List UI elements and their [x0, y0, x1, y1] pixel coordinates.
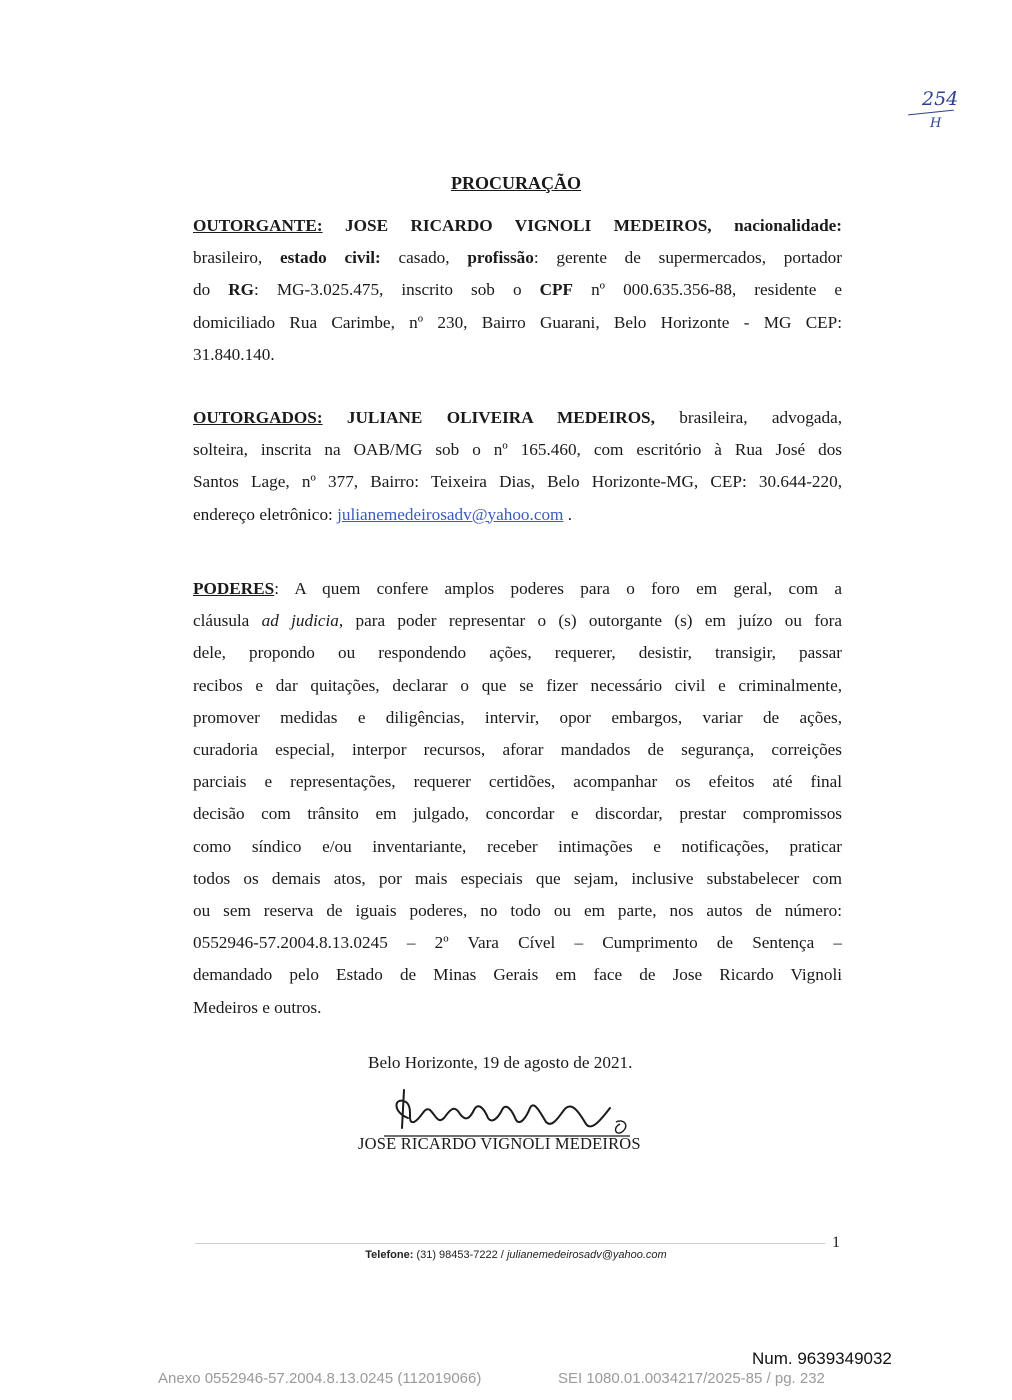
text-segment: nº 000.635.356-88, residente e [573, 280, 843, 300]
text-segment: do [193, 280, 229, 300]
outorgados-line [193, 434, 842, 466]
text-segment: CPF [539, 280, 574, 300]
text-segment: Medeiros e outros. [193, 997, 322, 1017]
text-segment: JULIANE OLIVEIRA MEDEIROS, [346, 408, 655, 427]
outorgante-line [193, 339, 842, 371]
text-segment: : A quem confere amplos poderes para o foro em geral, com a [274, 579, 842, 598]
text-segment: Santos Lage, nº 377, Bairro: Teixeira Dias, Belo Horizonte-MG, CEP: 30.644-220, [193, 472, 842, 492]
page-stamp [900, 82, 970, 142]
text-segment: brasileiro, [193, 248, 280, 268]
poderes-line [193, 605, 842, 637]
text-segment: endereço eletrônico: [193, 504, 338, 524]
poderes-line [193, 670, 842, 702]
text-segment: solteira, inscrita na OAB/MG sob o nº 165.460, com escritório à Rua José dos [193, 440, 842, 460]
text-segment: 31.840.140. [193, 344, 275, 364]
text-segment: curadoria especial, interpor recursos, aforar mandados de segurança, correições [193, 740, 842, 760]
outorgados-line [193, 466, 842, 498]
footer-phone-value: (31) 98453-7222 / [413, 1249, 507, 1261]
text-segment: . [563, 504, 573, 524]
sei-reference: SEI 1080.01.0034217/2025-85 / pg. 232 [558, 1370, 825, 1387]
annex-reference: Anexo 0552946-57.2004.8.13.0245 (112019066) [158, 1370, 482, 1387]
text-segment: decisão com trânsito em julgado, concordar e discordar, prestar compromissos [193, 804, 842, 824]
poderes-line [193, 637, 842, 669]
poderes-line [193, 927, 842, 959]
signatory-name: JOSE RICARDO VIGNOLI MEDEIROS [358, 1134, 641, 1153]
outorgados-line [193, 402, 842, 434]
document-title: PROCURAÇÃO [451, 173, 581, 193]
text-segment: brasileira, advogada, [654, 408, 843, 427]
text-segment: recibos e dar quitações, declarar o que se fizer necessário civil e criminalmente, [193, 675, 842, 695]
text-segment: como síndico e/ou inventariante, receber intimações e notificações, praticar [193, 836, 842, 856]
poderes-line [193, 573, 842, 605]
outorgante-line [193, 307, 842, 339]
poderes-line [193, 734, 842, 766]
stamp-initial: H [930, 116, 942, 131]
text-segment: parciais e representações, requerer certidões, acompanhar os efeitos até final [193, 772, 842, 792]
text-segment: : MG-3.025.475, inscrito sob o [254, 280, 540, 300]
text-segment: ad judicia [261, 611, 339, 631]
text-segment: dele, propondo ou respondendo ações, requerer, desistir, transigir, passar [193, 643, 842, 663]
text-segment [323, 216, 345, 235]
text-segment: demandado pelo Estado de Minas Gerais em face de Jose Ricardo Vignoli [193, 965, 842, 985]
poderes-paragraph [193, 573, 842, 1024]
poderes-line [193, 798, 842, 830]
outorgados-line [193, 499, 842, 531]
poderes-line [193, 992, 842, 1024]
outorgante-line [193, 274, 842, 306]
text-segment: todos os demais atos, por mais especiais que sejam, inclusive substabelecer com [193, 868, 842, 888]
date-line: Belo Horizonte, 19 de agosto de 2021. [368, 1053, 633, 1072]
footer-contact [0, 1249, 1012, 1261]
footer-email[interactable]: julianemedeirosadv@yahoo.com [506, 1249, 667, 1261]
text-segment: ou sem reserva de iguais poderes, no todo ou em parte, nos autos de número: [193, 901, 842, 921]
text-segment: estado civil: [279, 248, 381, 268]
poderes-line [193, 959, 842, 991]
page-number: 1 [832, 1234, 840, 1251]
footer-phone-label: Telefone: [365, 1249, 414, 1261]
text-segment: OUTORGADOS: [193, 408, 323, 427]
text-segment [323, 408, 347, 427]
poderes-line [193, 702, 842, 734]
stamp-rule [908, 110, 954, 116]
text-segment: PODERES [193, 579, 275, 598]
poderes-line [193, 766, 842, 798]
text-segment: profissão [467, 248, 534, 268]
text-segment: JOSE RICARDO VIGNOLI MEDEIROS, nacionalidade: [345, 216, 842, 235]
text-segment: 0552946-57.2004.8.13.0245 – 2º Vara Cível – Cumprimento de Sentença – [193, 933, 842, 953]
stamp-number: 254 [922, 88, 959, 110]
footer-divider [195, 1243, 825, 1244]
text-segment: : gerente de supermercados, portador [533, 248, 842, 268]
outorgante-line [193, 242, 842, 274]
poderes-line [193, 895, 842, 927]
document-number: Num. 9639349032 [752, 1349, 892, 1368]
text-segment: casado, [380, 248, 468, 268]
email-link[interactable]: julianemedeirosadv@yahoo.com [337, 504, 564, 524]
text-segment: domiciliado Rua Carimbe, nº 230, Bairro Guarani, Belo Horizonte - MG CEP: [193, 312, 842, 332]
outorgante-line [193, 210, 842, 242]
outorgante-paragraph [193, 210, 842, 371]
poderes-line [193, 831, 842, 863]
poderes-line [193, 863, 842, 895]
text-segment: cláusula [193, 611, 262, 631]
text-segment: , para poder representar o (s) outorgante (s) em juízo ou fora [338, 611, 842, 631]
text-segment: RG [228, 280, 255, 300]
text-segment: promover medidas e diligências, intervir, opor embargos, variar de ações, [193, 707, 842, 727]
text-segment: OUTORGANTE: [193, 216, 323, 235]
outorgados-paragraph [193, 402, 842, 531]
